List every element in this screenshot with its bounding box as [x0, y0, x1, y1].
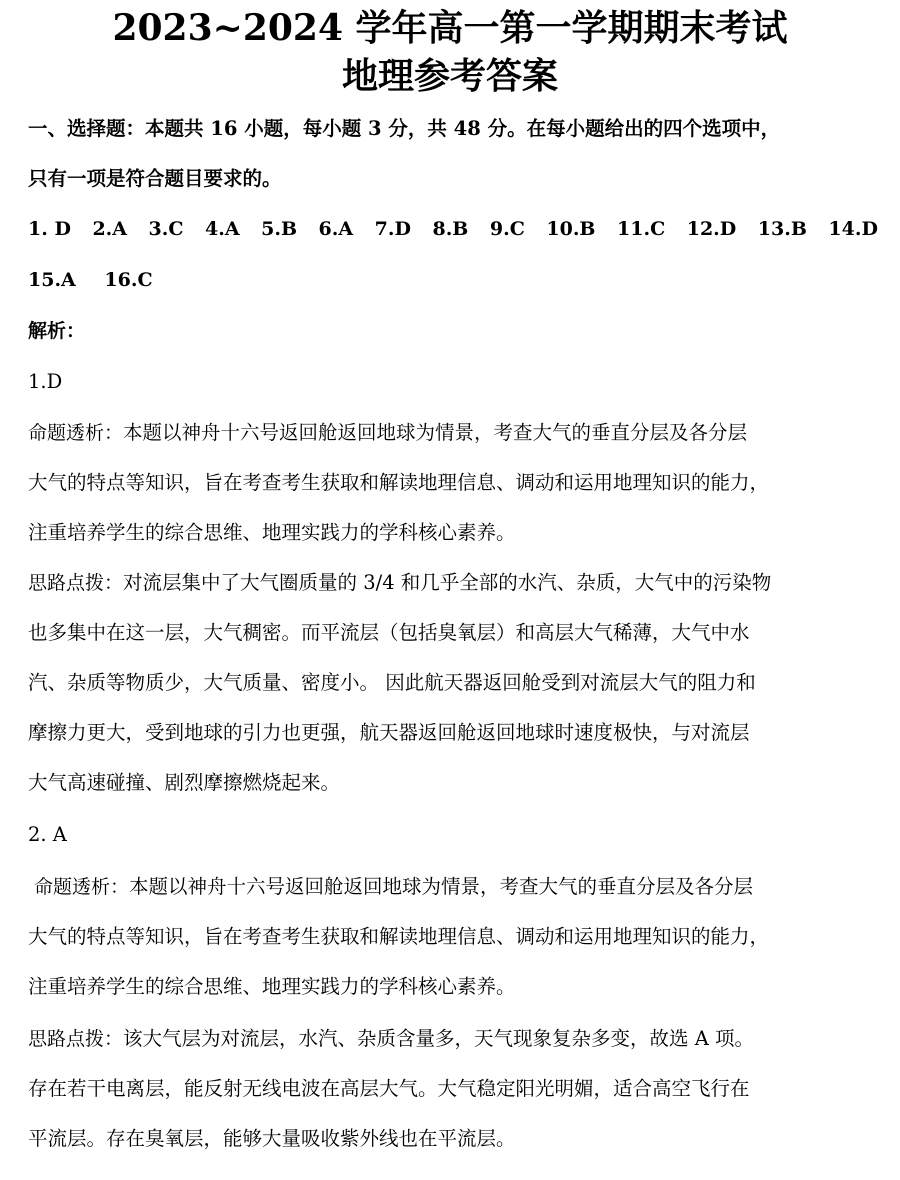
- hint-text: 该大气层为对流层，水汽、杂质含量多，天气现象复杂多变，故选 A 项。: [123, 1027, 754, 1050]
- analysis-heading: 解析：: [28, 320, 86, 342]
- answer-key-row-1: [28, 214, 878, 244]
- answer-key-item: 1. D: [28, 218, 71, 240]
- exam-subtitle: 地理参考答案: [341, 55, 558, 97]
- intent-text: 本题以神舟十六号返回舱返回地球为情景，考查大气的垂直分层及各分层: [129, 875, 754, 898]
- intent-line: [28, 418, 878, 448]
- hint-line: 存在若干电离层，能反射无线电波在高层大气。大气稳定阳光明媚，适合高空飞行在: [28, 1077, 750, 1100]
- hint-line: 摩擦力更大，受到地球的引力也更强，航天器返回舱返回地球时速度极快，与对流层: [28, 721, 750, 744]
- answer-key-item: 9.C: [489, 218, 525, 240]
- section-instruction-line-1: 一、选择题：本题共 16 小题，每小题 3 分，共 48 分。在每小题给出的四个选项中，: [28, 117, 781, 140]
- answer-key-item: 11.C: [617, 218, 666, 240]
- answer-key-item: 13.B: [757, 218, 807, 240]
- question-answer-2: 2. A: [28, 823, 67, 846]
- hint-line: 汽、杂质等物质少，大气质量、密度小。 因此航天器返回舱受到对流层大气的阻力和: [28, 671, 756, 694]
- answer-key-item: 7.D: [374, 218, 411, 240]
- section-instruction-line-2: 只有一项是符合题目要求的。: [28, 167, 282, 190]
- intent-line: 注重培养学生的综合思维、地理实践力的学科核心素养。: [28, 521, 516, 544]
- hint-label: 思路点拨：: [28, 1028, 124, 1050]
- answer-key-item: 16.C: [104, 269, 153, 291]
- answer-key-item: 2.A: [92, 218, 128, 240]
- intent-line: [34, 872, 884, 902]
- intent-text: 本题以神舟十六号返回舱返回地球为情景，考查大气的垂直分层及各分层: [123, 421, 748, 444]
- hint-line: 平流层。存在臭氧层，能够大量吸收紫外线也在平流层。: [28, 1127, 516, 1150]
- answer-key-item: 10.B: [546, 218, 596, 240]
- answer-key-item: 3.C: [148, 218, 184, 240]
- exam-title: 2023~2024 学年高一第一学期期末考试: [112, 7, 788, 49]
- answer-key-item: 5.B: [261, 218, 298, 240]
- hint-line: [28, 568, 878, 598]
- answer-key-item: 4.A: [205, 218, 240, 240]
- hint-line: 也多集中在这一层，大气稠密。而平流层（包括臭氧层）和高层大气稀薄，大气中水: [28, 621, 750, 644]
- answer-key-item: 6.A: [318, 218, 354, 240]
- answer-key-item: 14.D: [828, 218, 878, 240]
- answer-key-item: 12.D: [686, 218, 737, 240]
- answer-key-row-2: [28, 265, 878, 295]
- answer-key-item: 15.A: [28, 269, 76, 291]
- intent-label: 命题透析：: [28, 422, 124, 444]
- hint-line: 大气高速碰撞、剧烈摩擦燃烧起来。: [28, 771, 341, 794]
- hint-text: 对流层集中了大气圈质量的 3/4 和几乎全部的水汽、杂质，大气中的污染物: [123, 571, 772, 594]
- intent-label: 命题透析：: [34, 876, 130, 898]
- hint-line: [28, 1024, 878, 1054]
- question-answer-1: 1.D: [28, 370, 63, 393]
- intent-line: 大气的特点等知识，旨在考查考生获取和解读地理信息、调动和运用地理知识的能力，: [28, 925, 770, 948]
- hint-label: 思路点拨：: [28, 572, 124, 594]
- answer-key-item: 8.B: [432, 218, 469, 240]
- intent-line: 注重培养学生的综合思维、地理实践力的学科核心素养。: [28, 975, 516, 998]
- intent-line: 大气的特点等知识，旨在考查考生获取和解读地理信息、调动和运用地理知识的能力，: [28, 471, 770, 494]
